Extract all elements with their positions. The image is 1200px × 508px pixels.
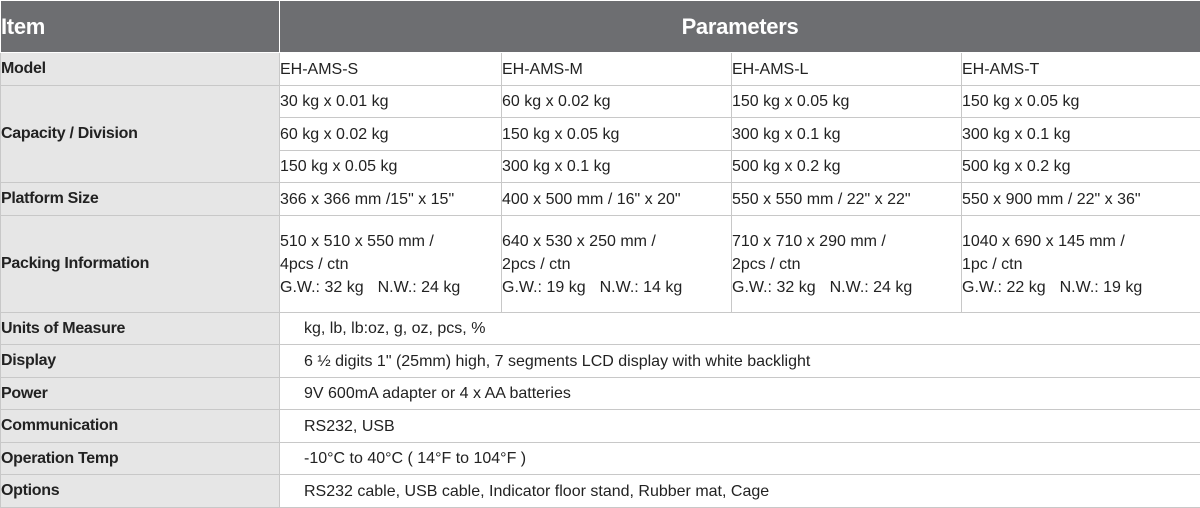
header-item: Item xyxy=(1,1,280,53)
packing-t-gw: G.W.: 22 kg xyxy=(962,279,1046,296)
capacity-l-3: 500 kg x 0.2 kg xyxy=(732,151,962,183)
row-power xyxy=(1,378,1200,410)
label-capacity: Capacity / Division xyxy=(1,86,280,183)
packing-l xyxy=(732,216,962,313)
packing-t-weights xyxy=(962,276,1200,299)
model-l: EH-AMS-L xyxy=(732,53,962,86)
packing-l-qty: 2pcs / ctn xyxy=(732,253,961,276)
model-t: EH-AMS-T xyxy=(962,53,1200,86)
capacity-m-3: 300 kg x 0.1 kg xyxy=(502,151,732,183)
packing-s-dims: 510 x 510 x 550 mm / xyxy=(280,230,501,253)
packing-l-gw: G.W.: 32 kg xyxy=(732,279,816,296)
capacity-l-2: 300 kg x 0.1 kg xyxy=(732,118,962,151)
label-power: Power xyxy=(1,378,280,410)
capacity-t-2: 300 kg x 0.1 kg xyxy=(962,118,1200,151)
header-row xyxy=(1,1,1200,53)
row-capacity-1 xyxy=(1,86,1200,118)
row-options xyxy=(1,475,1200,508)
options-value: RS232 cable, USB cable, Indicator floor stand, Rubber mat, Cage xyxy=(280,475,1200,508)
capacity-s-3: 150 kg x 0.05 kg xyxy=(280,151,502,183)
platform-s: 366 x 366 mm /15" x 15" xyxy=(280,183,502,216)
label-communication: Communication xyxy=(1,410,280,443)
row-units xyxy=(1,313,1200,345)
units-value: kg, lb, lb:oz, g, oz, pcs, % xyxy=(280,313,1200,345)
packing-l-dims: 710 x 710 x 290 mm / xyxy=(732,230,961,253)
packing-t xyxy=(962,216,1200,313)
packing-m-qty: 2pcs / ctn xyxy=(502,253,731,276)
model-m: EH-AMS-M xyxy=(502,53,732,86)
packing-s-gw: G.W.: 32 kg xyxy=(280,279,364,296)
header-parameters: Parameters xyxy=(280,1,1200,53)
platform-m: 400 x 500 mm / 16" x 20" xyxy=(502,183,732,216)
power-value: 9V 600mA adapter or 4 x AA batteries xyxy=(280,378,1200,410)
capacity-s-1: 30 kg x 0.01 kg xyxy=(280,86,502,118)
model-s: EH-AMS-S xyxy=(280,53,502,86)
packing-l-nw: N.W.: 24 kg xyxy=(830,279,913,296)
communication-value: RS232, USB xyxy=(280,410,1200,443)
capacity-t-1: 150 kg x 0.05 kg xyxy=(962,86,1200,118)
label-display: Display xyxy=(1,345,280,378)
row-model xyxy=(1,53,1200,86)
row-display xyxy=(1,345,1200,378)
packing-m-gw: G.W.: 19 kg xyxy=(502,279,586,296)
row-platform-size xyxy=(1,183,1200,216)
row-communication xyxy=(1,410,1200,443)
label-model: Model xyxy=(1,53,280,86)
capacity-t-3: 500 kg x 0.2 kg xyxy=(962,151,1200,183)
packing-l-weights xyxy=(732,276,961,299)
packing-m-nw: N.W.: 14 kg xyxy=(600,279,683,296)
packing-t-nw: N.W.: 19 kg xyxy=(1060,279,1143,296)
operation-temp-value: -10°C to 40°C ( 14°F to 104°F ) xyxy=(280,443,1200,475)
capacity-l-1: 150 kg x 0.05 kg xyxy=(732,86,962,118)
platform-l: 550 x 550 mm / 22" x 22" xyxy=(732,183,962,216)
label-packing-info: Packing Information xyxy=(1,216,280,313)
packing-t-qty: 1pc / ctn xyxy=(962,253,1200,276)
packing-s xyxy=(280,216,502,313)
capacity-m-2: 150 kg x 0.05 kg xyxy=(502,118,732,151)
packing-t-dims: 1040 x 690 x 145 mm / xyxy=(962,230,1200,253)
capacity-s-2: 60 kg x 0.02 kg xyxy=(280,118,502,151)
label-units: Units of Measure xyxy=(1,313,280,345)
packing-m-dims: 640 x 530 x 250 mm / xyxy=(502,230,731,253)
packing-s-qty: 4pcs / ctn xyxy=(280,253,501,276)
label-platform-size: Platform Size xyxy=(1,183,280,216)
packing-s-weights xyxy=(280,276,501,299)
capacity-m-1: 60 kg x 0.02 kg xyxy=(502,86,732,118)
platform-t: 550 x 900 mm / 22" x 36" xyxy=(962,183,1200,216)
row-packing-info xyxy=(1,216,1200,313)
packing-s-nw: N.W.: 24 kg xyxy=(378,279,461,296)
label-options: Options xyxy=(1,475,280,508)
label-operation-temp: Operation Temp xyxy=(1,443,280,475)
display-value: 6 ½ digits 1" (25mm) high, 7 segments LCD display with white backlight xyxy=(280,345,1200,378)
packing-m xyxy=(502,216,732,313)
packing-m-weights xyxy=(502,276,731,299)
row-operation-temp xyxy=(1,443,1200,475)
